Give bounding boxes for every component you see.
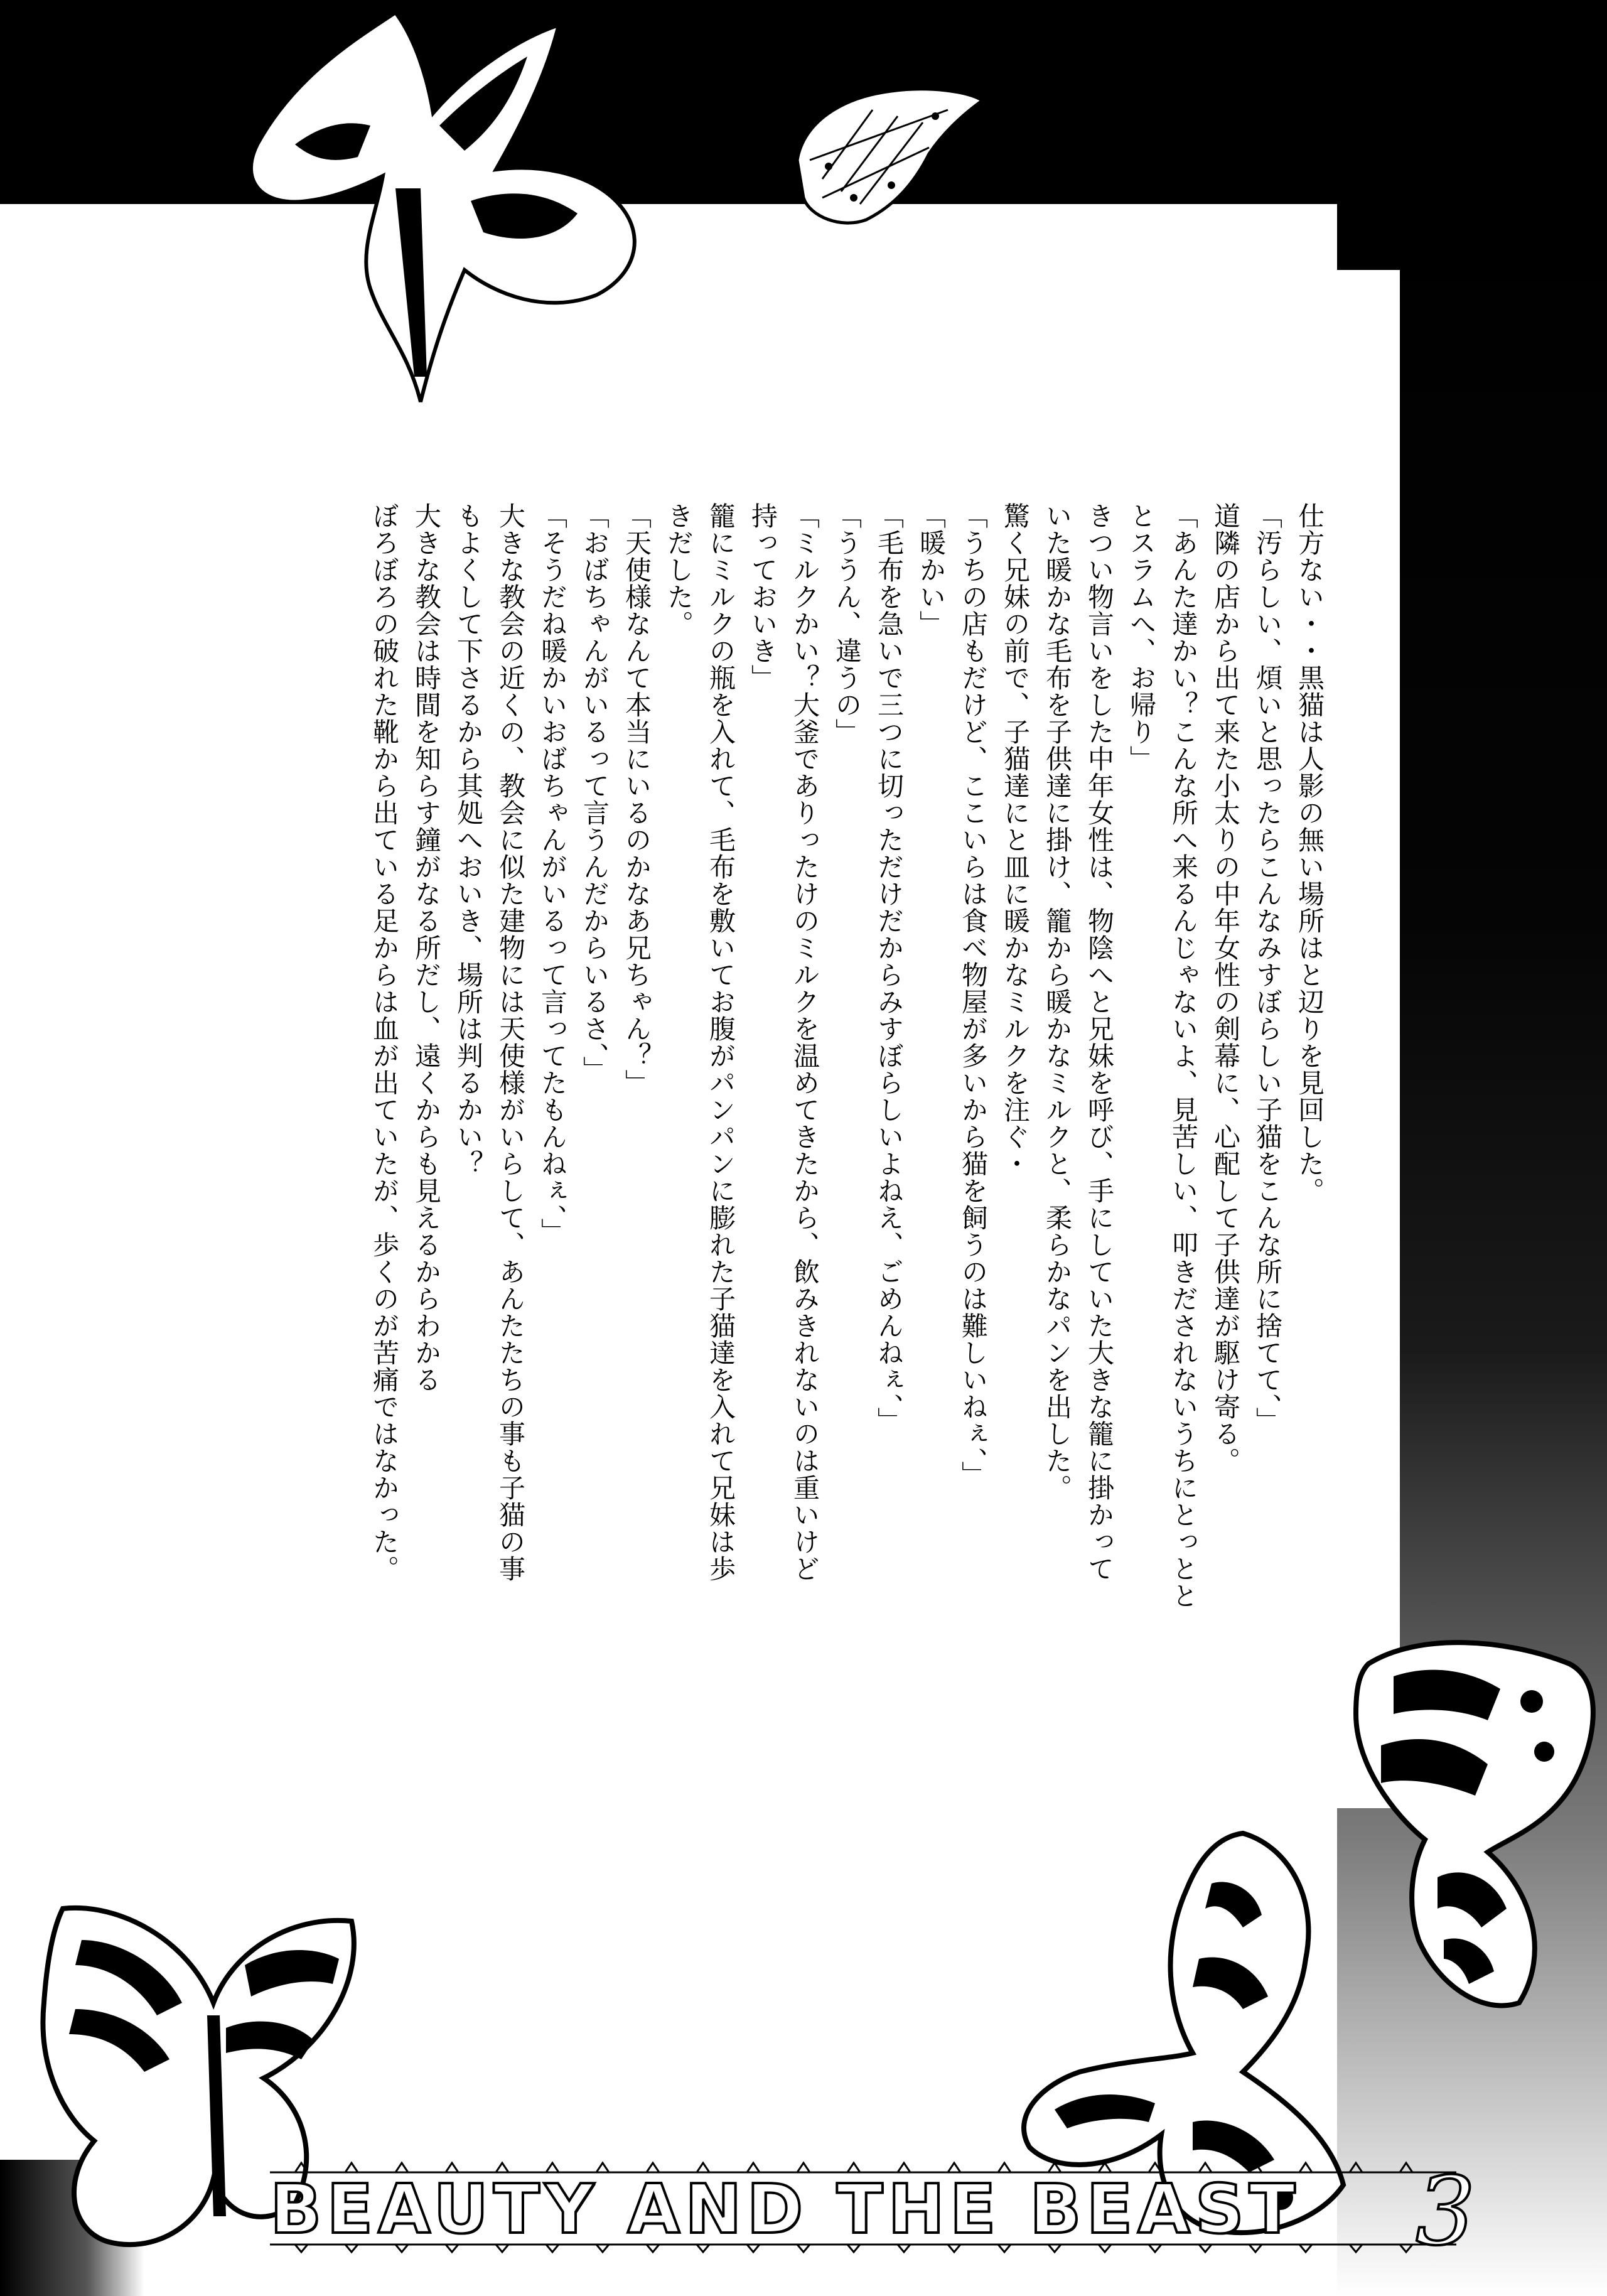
text-line: 籠にミルクの瓶を入れて、毛布を敷いてお腹がパンパンに膨れた子猫達を入れて兄妹は歩 xyxy=(706,502,736,1582)
text-line: 大きな教会の近くの、教会に似た建物には天使様がいらして、あんたたちの事も子猫の事 xyxy=(495,502,526,1582)
text-line: 持っておいき」 xyxy=(748,502,778,691)
text-line: 「汚らしい、煩いと思ったらこんなみすぼらしい子猫をこんな所に捨てて、」 xyxy=(1252,502,1283,1434)
text-line: きだした。 xyxy=(664,502,694,637)
text-line: 道隣の店から出て来た小太りの中年女性の剣幕に、心配して子供達が駆け寄る。 xyxy=(1210,502,1241,1474)
text-line: とスラムへ、お帰り」 xyxy=(1126,502,1157,772)
text-line: 「毛布を急いで三つに切っただけだからみすぼらしいよねえ、ごめんねぇ、」 xyxy=(874,502,905,1434)
title-banner xyxy=(270,2160,1463,2254)
text-line: 大きな教会は時間を知らす鐘がなる所だし、遠くからも見えるからわかる xyxy=(411,502,442,1393)
butterfly-top-left-icon xyxy=(169,0,659,414)
text-line: いた暖かな毛布を子供達に掛け、籠から暖かなミルクと、柔らかなパンを出した。 xyxy=(1042,502,1073,1501)
page-number: 3 xyxy=(1416,2157,1476,2266)
story-text xyxy=(138,502,1331,1884)
text-line: 「暖かい」 xyxy=(916,502,947,637)
text-line: 「うちの店もだけど、ここいらは食べ物屋が多いから猫を飼うのは難しいねぇ、」 xyxy=(958,502,989,1488)
text-line: 「おばちゃんがいるって言うんだからいるさ、」 xyxy=(579,502,610,1083)
book-title: BEAUTY AND THE BEAST xyxy=(270,2170,1301,2249)
text-line: もよくして下さるから其処へおいき、場所は判るかい？ xyxy=(453,502,484,1177)
text-line: 仕方ない・・黒猫は人影の無い場所はと辺りを見回した。 xyxy=(1294,502,1325,1204)
text-line: 「ううん、違うの」 xyxy=(832,502,863,745)
text-line: 「天使様なんて本当にいるのかなあ兄ちゃん？」 xyxy=(621,502,652,1096)
text-line: 「あんた達かい？こんな所へ来るんじゃないよ、見苦しい、叩きだされないうちにとっとと xyxy=(1168,502,1199,1609)
text-line: 「そうだね暖かいおばちゃんがいるって言ってたもんねぇ、」 xyxy=(537,502,568,1245)
text-line: 驚く兄妹の前で、子猫達にと皿に暖かなミルクを注ぐ・ xyxy=(1000,502,1031,1177)
text-line: ぼろぼろの破れた靴から出ている足からは血が出ていたが、歩くのが苦痛ではなかった。 xyxy=(369,502,400,1582)
text-line: きつい物言いをした中年女性は、物陰へと兄妹を呼び、手にしていた大きな籠に掛かって xyxy=(1084,502,1115,1582)
text-line: 「ミルクかい？大釜でありったけのミルクを温めてきたから、飲みきれないのは重いけど xyxy=(790,502,820,1582)
butterfly-top-center-icon xyxy=(785,72,992,229)
